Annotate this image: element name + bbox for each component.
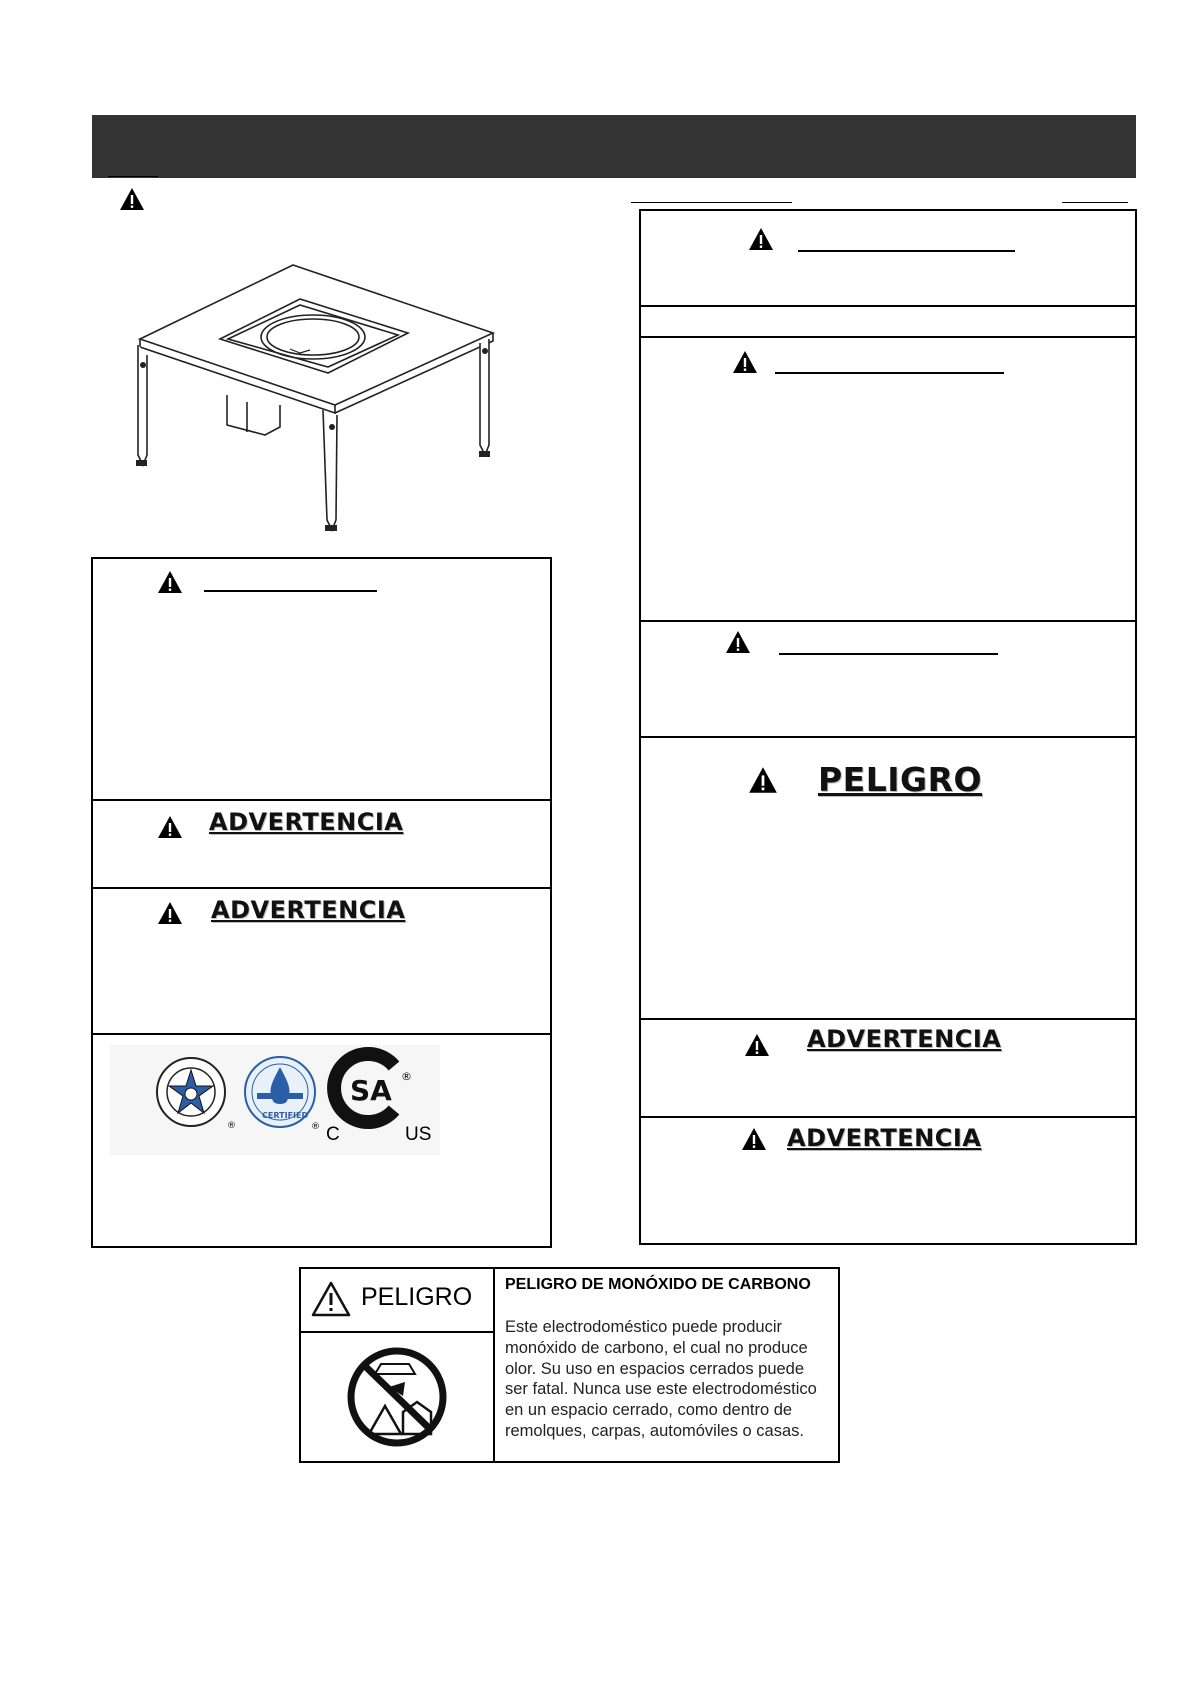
co-title: PELIGRO DE MONÓXIDO DE CARBONO — [505, 1276, 811, 1293]
co-body-line: remolques, carpas, automóviles o casas. — [505, 1421, 804, 1440]
svg-text:SA: SA — [350, 1074, 392, 1107]
svg-text:®: ® — [227, 1121, 236, 1131]
co-body-text — [505, 1317, 835, 1442]
warning-triangle-icon — [119, 187, 145, 211]
csa-logo — [330, 1050, 410, 1130]
co-divider-horizontal — [299, 1331, 495, 1333]
header-underline — [108, 176, 158, 177]
blue-flame-certified-seal — [243, 1055, 323, 1131]
header-bar — [92, 115, 1136, 178]
divider — [639, 736, 1137, 738]
co-body-line: Este electrodoméstico puede producir — [505, 1318, 782, 1336]
heading-underline — [779, 653, 998, 655]
advertencia-heading: ADVERTENCIA — [807, 1025, 1002, 1053]
heading-underline — [798, 250, 1015, 252]
divider — [639, 305, 1137, 307]
divider — [639, 336, 1137, 338]
divider — [91, 887, 552, 889]
svg-text:CERTIFIED: CERTIFIED — [262, 1111, 309, 1120]
fire-pit-table-illustration — [125, 255, 505, 540]
warning-triangle-icon — [744, 1033, 770, 1057]
warning-triangle-icon — [157, 815, 183, 839]
warning-outline-icon — [311, 1281, 351, 1317]
warning-triangle-icon — [157, 570, 183, 594]
co-body-line: olor. Su uso en espacios cerrados puede — [505, 1359, 805, 1378]
right-warnings-box — [639, 209, 1137, 1245]
divider — [91, 799, 552, 801]
heading-underline — [775, 372, 1004, 374]
warning-triangle-icon — [732, 350, 758, 374]
svg-text:®: ® — [401, 1070, 412, 1083]
design-certified-seal — [155, 1056, 236, 1132]
divider — [639, 1116, 1137, 1118]
underline-fragment — [1062, 202, 1128, 203]
co-body-line: monóxido de carbono, el cual no produce — [505, 1338, 808, 1357]
csa-country-c: C — [326, 1124, 340, 1145]
advertencia-heading: ADVERTENCIA — [787, 1124, 982, 1152]
underline-fragment — [631, 202, 792, 203]
heading-underline — [204, 590, 377, 592]
warning-triangle-icon — [725, 630, 751, 654]
co-body-line: en un espacio cerrado, como dentro de — [505, 1401, 793, 1420]
divider — [639, 1018, 1137, 1020]
no-enclosed-space-icon — [345, 1342, 451, 1452]
advertencia-heading: ADVERTENCIA — [209, 808, 404, 836]
warning-triangle-icon — [157, 901, 183, 925]
warning-triangle-icon — [748, 227, 774, 251]
co-body-line: ser fatal. Nunca use este electrodoméstico — [505, 1380, 817, 1399]
advertencia-heading: ADVERTENCIA — [211, 896, 406, 924]
divider — [91, 1033, 552, 1035]
divider — [639, 620, 1137, 622]
warning-triangle-icon — [741, 1127, 767, 1151]
peligro-heading: PELIGRO — [818, 760, 983, 799]
co-divider-vertical — [493, 1267, 495, 1463]
csa-country-us: US — [405, 1124, 432, 1145]
svg-text:®: ® — [311, 1122, 320, 1132]
warning-triangle-icon — [748, 766, 778, 794]
co-peligro-label: PELIGRO — [361, 1283, 473, 1311]
